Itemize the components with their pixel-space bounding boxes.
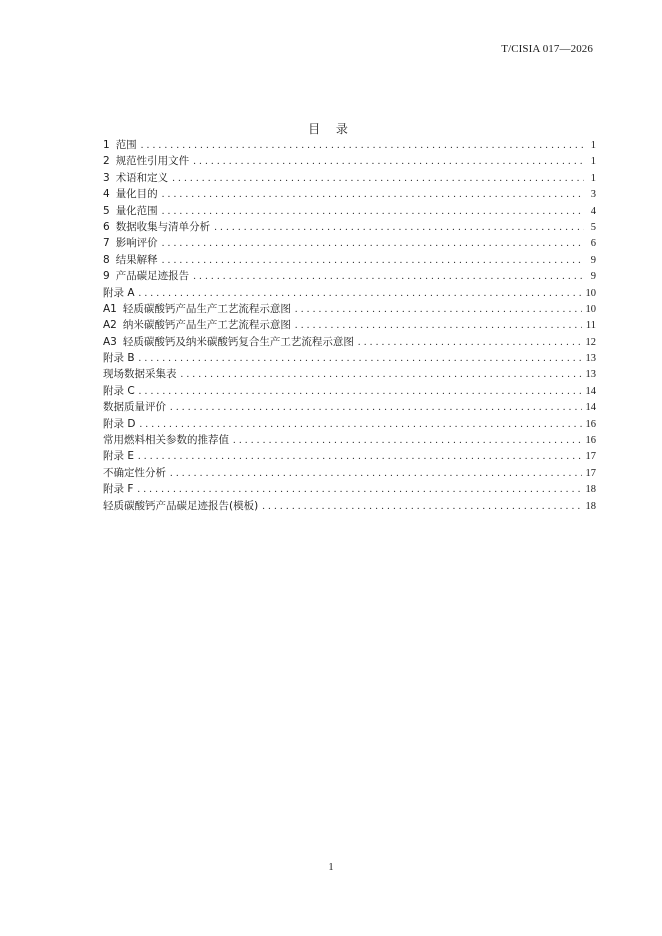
toc-dot-leader — [181, 367, 582, 383]
toc-entry-title: 附录 A — [103, 286, 135, 299]
toc-entry-page: 16 — [585, 435, 596, 447]
toc-entry-number: 9 — [103, 270, 110, 283]
toc-entry-title: 结果解释 — [115, 253, 158, 266]
toc-entry-number: 5 — [103, 204, 110, 217]
toc-entry-number: A2 — [103, 319, 117, 332]
toc-entry[interactable] — [103, 137, 596, 153]
toc-entry-page: 14 — [585, 385, 596, 397]
document-code: T/CISIA 017—2026 — [501, 43, 593, 55]
toc-entry-title: 不确定性分析 — [103, 466, 166, 479]
toc-entry-page: 18 — [585, 500, 596, 512]
toc-dot-leader — [162, 236, 584, 252]
toc-dot-leader — [139, 351, 582, 367]
toc-entry[interactable] — [103, 268, 596, 284]
toc-entry-title: 轻质碳酸钙产品碳足迹报告(模板) — [103, 499, 259, 512]
toc-entry-title: 附录 D — [103, 417, 136, 430]
toc-entry-title: 范围 — [115, 139, 137, 151]
toc-dot-leader — [172, 171, 584, 187]
toc-entry[interactable] — [103, 235, 596, 251]
toc-entry-number: 1 — [103, 139, 110, 151]
toc-entry-title: 附录 B — [103, 352, 135, 365]
toc-entry-title: 现场数据采集表 — [103, 368, 177, 381]
toc-entry-page: 14 — [585, 402, 596, 414]
toc-entry-number: 3 — [103, 171, 110, 184]
toc-entry-title: 数据质量评价 — [103, 401, 166, 414]
toc-entry-title: 轻质碳酸钙产品生产工艺流程示意图 — [122, 302, 291, 315]
table-of-contents — [103, 137, 596, 514]
toc-title: 目 录 — [308, 122, 354, 136]
toc-entry-number: 4 — [103, 188, 110, 201]
toc-entry[interactable] — [103, 252, 596, 268]
toc-dot-leader — [137, 482, 581, 498]
toc-entry-page: 16 — [585, 418, 596, 430]
toc-entry-title: 纳米碳酸钙产品生产工艺流程示意图 — [122, 319, 291, 332]
toc-entry-page: 18 — [585, 484, 596, 496]
toc-entry-page: 10 — [585, 303, 596, 315]
toc-dot-leader — [295, 302, 582, 318]
toc-entry-page: 1 — [590, 172, 596, 184]
toc-dot-leader — [193, 269, 584, 285]
toc-entry-number: A1 — [103, 302, 117, 315]
toc-entry[interactable] — [103, 416, 596, 432]
toc-entry-page: 4 — [590, 205, 596, 217]
toc-dot-leader — [233, 433, 582, 449]
toc-entry[interactable] — [103, 366, 596, 382]
toc-dot-leader — [193, 154, 584, 170]
toc-dot-leader — [162, 253, 584, 269]
toc-entry[interactable] — [103, 448, 596, 464]
toc-entry[interactable] — [103, 301, 596, 317]
toc-entry-page: 13 — [585, 369, 596, 381]
toc-entry-page: 12 — [585, 336, 596, 348]
toc-entry-page: 1 — [590, 156, 596, 168]
toc-entry[interactable] — [103, 399, 596, 415]
toc-entry-title: 附录 F — [103, 483, 134, 496]
toc-entry-title: 轻质碳酸钙及纳米碳酸钙复合生产工艺流程示意图 — [122, 335, 354, 348]
toc-entry[interactable] — [103, 498, 596, 514]
toc-dot-leader — [295, 318, 582, 334]
toc-entry[interactable] — [103, 481, 596, 497]
toc-entry-title: 附录 C — [103, 384, 135, 397]
toc-entry[interactable] — [103, 219, 596, 235]
toc-entry-title: 术语和定义 — [115, 171, 169, 184]
toc-entry[interactable] — [103, 317, 596, 333]
toc-entry-title: 量化目的 — [115, 188, 158, 201]
toc-entry-page: 13 — [585, 353, 596, 365]
toc-entry-page: 10 — [585, 287, 596, 299]
toc-entry-title: 量化范围 — [115, 204, 158, 217]
toc-entry-number: 2 — [103, 155, 110, 168]
toc-entry-page: 6 — [590, 238, 596, 250]
page-number: 1 — [328, 862, 334, 873]
toc-entry-number: 6 — [103, 220, 110, 233]
toc-entry-page: 3 — [590, 189, 596, 201]
toc-entry[interactable] — [103, 432, 596, 448]
toc-entry[interactable] — [103, 350, 596, 366]
toc-entry-title: 附录 E — [103, 450, 134, 463]
toc-entry-title: 常用燃料相关参数的推荐值 — [103, 434, 229, 447]
toc-entry[interactable] — [103, 465, 596, 481]
toc-dot-leader — [162, 204, 584, 220]
toc-entry-title: 影响评价 — [115, 237, 158, 250]
toc-entry-page: 9 — [590, 254, 596, 266]
toc-dot-leader — [139, 384, 582, 400]
toc-entry-page: 1 — [590, 140, 596, 151]
toc-entry-title: 规范性引用文件 — [115, 155, 190, 168]
toc-entry-number: 8 — [103, 253, 110, 266]
toc-entry-page: 17 — [585, 451, 596, 463]
toc-entry-number: 7 — [103, 237, 110, 250]
toc-entry-number: A3 — [103, 335, 117, 348]
toc-dot-leader — [138, 449, 582, 465]
toc-entry-title: 数据收集与清单分析 — [115, 220, 211, 233]
toc-entry-title: 产品碳足迹报告 — [115, 270, 190, 283]
toc-entry[interactable] — [103, 334, 596, 350]
toc-entry[interactable] — [103, 383, 596, 399]
toc-entry[interactable] — [103, 170, 596, 186]
toc-entry-page: 9 — [590, 271, 596, 283]
toc-entry-page: 17 — [585, 467, 596, 479]
toc-dot-leader — [214, 220, 584, 236]
toc-dot-leader — [262, 499, 581, 515]
toc-entry[interactable] — [103, 203, 596, 219]
toc-dot-leader — [139, 417, 581, 433]
toc-entry[interactable] — [103, 153, 596, 169]
toc-entry[interactable] — [103, 186, 596, 202]
toc-entry[interactable] — [103, 285, 596, 301]
toc-entry-page: 5 — [590, 221, 596, 233]
toc-dot-leader — [141, 138, 584, 154]
toc-dot-leader — [170, 466, 582, 482]
toc-entry-page: 11 — [585, 320, 596, 332]
toc-dot-leader — [139, 286, 582, 302]
toc-dot-leader — [162, 187, 584, 203]
toc-dot-leader — [170, 400, 582, 416]
toc-dot-leader — [358, 335, 582, 351]
